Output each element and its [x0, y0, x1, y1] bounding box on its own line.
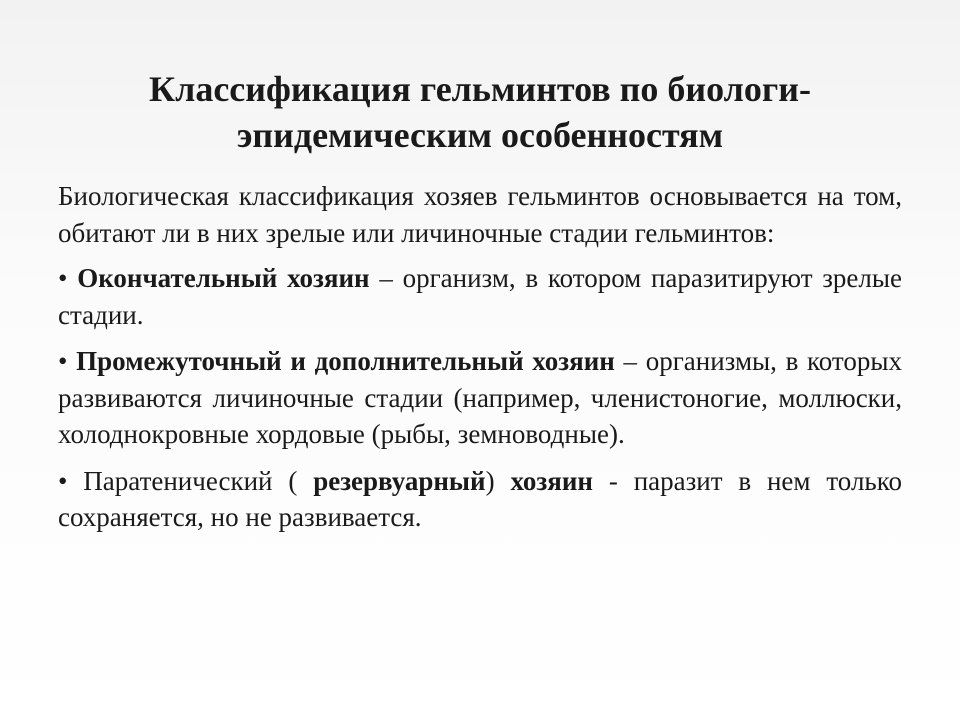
bullet-mid: ): [485, 465, 511, 496]
bullet-marker: •: [58, 346, 68, 376]
bullet-marker: •: [58, 465, 68, 496]
intro-paragraph: Биологическая классификация хозяев гельминтов основывается на том, обитают ли в них зрелые или личиночные стадии гельминтов:: [58, 181, 902, 248]
bullet-definitive-host: [58, 260, 902, 333]
bullet-text: - паразит в нем только сохраняется, но не развивается.: [58, 465, 902, 532]
bullet-pre: Паратенический (: [67, 465, 314, 496]
bullet-text: – организм, в котором паразитируют зрелые стадии.: [58, 263, 903, 330]
bullet-term-2: хозяин: [510, 465, 593, 496]
bullet-marker: •: [58, 263, 68, 293]
bullet-paratenic-host: [58, 463, 902, 536]
bullet-term: резервуарный: [313, 465, 486, 496]
title-line-2: эпидемическим особенностям: [236, 115, 724, 155]
slide-body: [58, 178, 902, 546]
slide-title: [60, 66, 900, 158]
bullet-text: – организмы, в которых развиваются личиночные стадии (например, членистоногие, моллюски, холоднокровные хордовые (рыбы, земноводные).: [58, 346, 903, 449]
bullet-intermediate-host: [58, 343, 902, 453]
bullet-term: Промежуточный и дополнительный хозяин: [76, 346, 615, 376]
title-line-1: Классификация гельминтов по биологи-: [149, 69, 811, 109]
bullet-term: Окончательный хозяин: [77, 263, 370, 293]
